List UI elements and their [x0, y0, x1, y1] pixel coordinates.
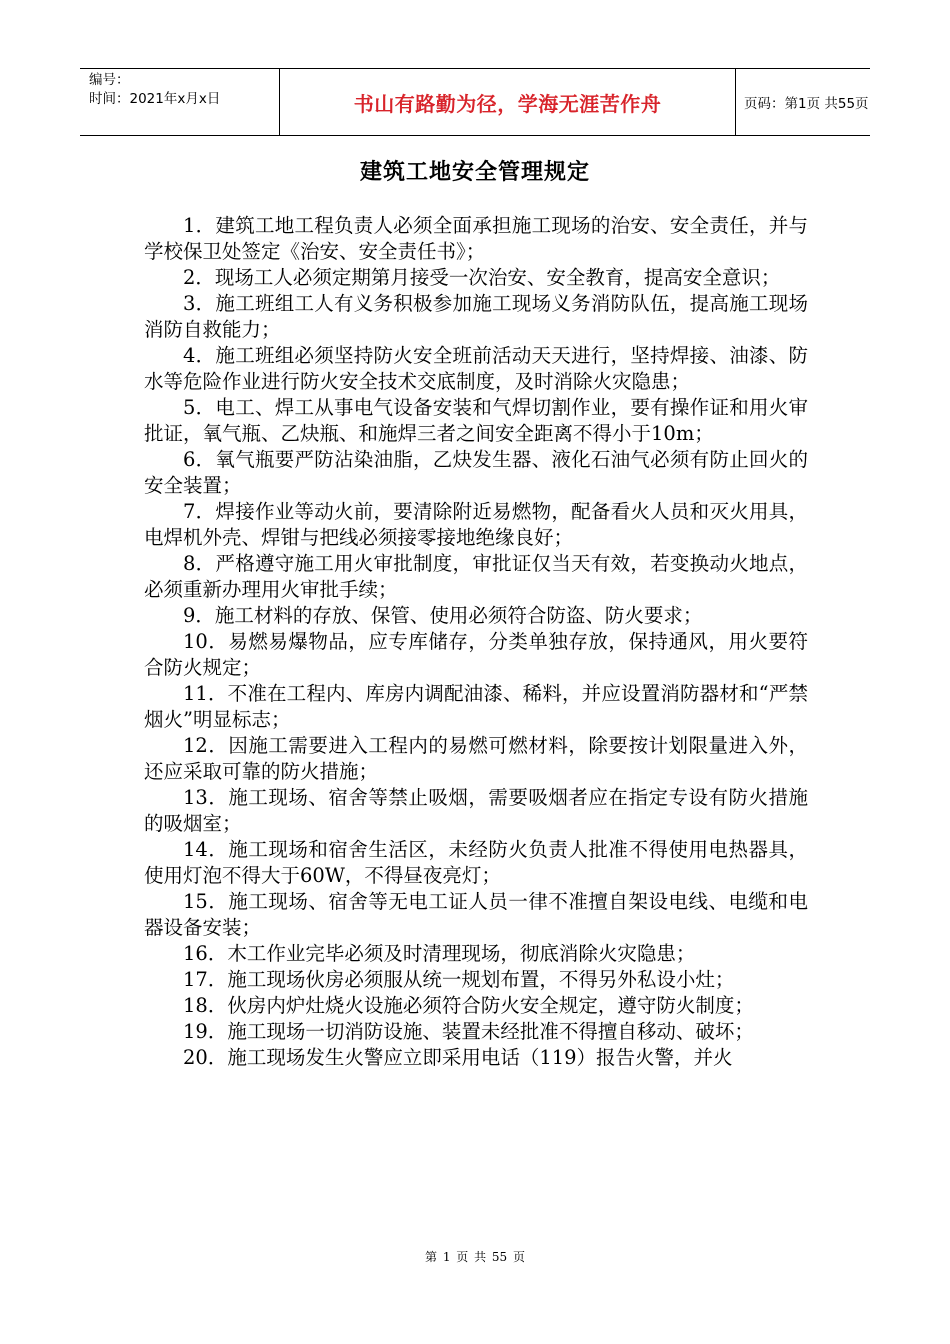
rule-paragraph: 7．焊接作业等动火前，要清除附近易燃物，配备看火人员和灭火用具，电焊机外壳、焊钳与把线必须接零接地绝缘良好； [144, 500, 808, 549]
motto-text: 书山有路勤为径，学海无涯苦作舟 [353, 91, 662, 116]
rule-paragraph: 13．施工现场、宿舍等禁止吸烟，需要吸烟者应在指定专设有防火措施的吸烟室； [144, 786, 808, 835]
rule-paragraph: 19．施工现场一切消防设施、装置未经批准不得擅自移动、破坏； [183, 1020, 754, 1043]
rule-paragraph: 9．施工材料的存放、保管、使用必须符合防盗、防火要求； [183, 604, 703, 627]
page-header [80, 68, 870, 136]
rule-paragraph: 8．严格遵守施工用火审批制度，审批证仅当天有效，若变换动火地点，必须重新办理用火审批手续； [144, 552, 808, 601]
rule-paragraph: 2．现场工人必须定期第月接受一次治安、安全教育，提高安全意识； [183, 266, 781, 289]
rule-paragraph: 15．施工现场、宿舍等无电工证人员一律不准擅自架设电线、电缆和电器设备安装； [144, 890, 808, 939]
rule-paragraph: 18．伙房内炉灶烧火设施必须符合防火安全规定，遵守防火制度； [183, 994, 754, 1017]
rule-paragraph: 16．木工作业完毕必须及时清理现场，彻底消除火灾隐患； [183, 942, 696, 965]
document-title: 建筑工地安全管理规定 [359, 160, 590, 185]
header-motto-cell [280, 69, 736, 135]
number-label: 编号： [89, 72, 130, 88]
rule-paragraph: 11．不准在工程内、库房内调配油漆、稀料，并应设置消防器材和“严禁烟火”明显标志； [144, 682, 808, 731]
rule-paragraph: 1．建筑工地工程负责人必须全面承担施工现场的治安、安全责任，并与学校保卫处签定《治安、安全责任书》； [144, 214, 808, 263]
rule-paragraph: 12．因施工需要进入工程内的易燃可燃材料，除要按计划限量进入外，还应采取可靠的防火措施； [144, 734, 808, 783]
page-footer: 第 1 页 共 55 页 [425, 1250, 525, 1264]
rule-paragraph: 10．易燃易爆物品，应专库储存，分类单独存放，保持通风，用火要符合防火规定； [144, 630, 808, 679]
rule-paragraph: 20．施工现场发生火警应立即采用电话（119）报告火警，并火 [183, 1046, 733, 1069]
time-label: 时间：2021年x月x日 [89, 91, 221, 107]
header-page-info [736, 69, 870, 135]
page-info-text: 页码：第1页 共55页 [744, 96, 869, 112]
rule-paragraph: 14．施工现场和宿舍生活区，未经防火负责人批准不得使用电热器具，使用灯泡不得大于60W，不得昼夜亮灯； [144, 838, 808, 887]
header-meta [80, 69, 280, 135]
document-body [144, 213, 808, 1071]
rule-paragraph: 3．施工班组工人有义务积极参加施工现场义务消防队伍，提高施工现场消防自救能力； [144, 292, 808, 341]
rule-paragraph: 5．电工、焊工从事电气设备安装和气焊切割作业，要有操作证和用火审批证，氧气瓶、乙炔瓶、和施焊三者之间安全距离不得小于10m； [144, 396, 808, 445]
rule-paragraph: 6．氧气瓶要严防沾染油脂，乙炔发生器、液化石油气必须有防止回火的安全装置； [144, 448, 808, 497]
rule-paragraph: 17．施工现场伙房必须服从统一规划布置，不得另外私设小灶； [183, 968, 735, 991]
rule-paragraph: 4．施工班组必须坚持防火安全班前活动天天进行，坚持焊接、油漆、防水等危险作业进行防火安全技术交底制度，及时消除火灾隐患； [144, 344, 808, 393]
